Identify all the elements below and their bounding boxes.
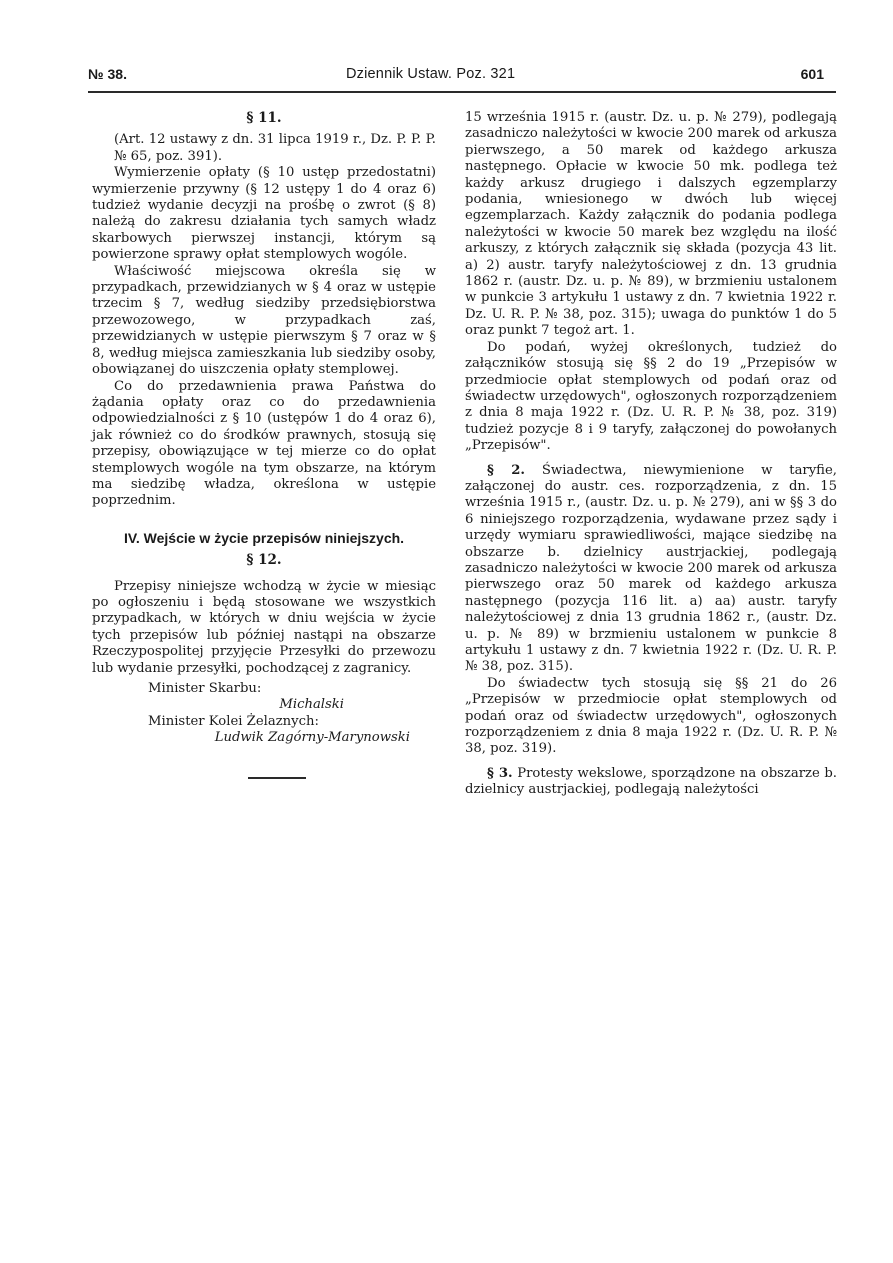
continued-paragraph-2: Do podań, wyżej określonych, tudzież do załączników stosują się §§ 2 do 19 „Przepisów w przedmiocie opłat stemplowych od podań oraz od świadectw urzędowych", ogłoszonych rozporządzeniem z dnia 8 maja 1922 r. (Dz. U. R. P. № 38, poz. 319) tudzież pozycje 8 i 9 taryfy, załączonej do powołanych „Przepisów". xyxy=(465,339,837,454)
sec2-mark: § 2. xyxy=(487,462,525,478)
left-column xyxy=(92,110,436,779)
right-column xyxy=(465,110,837,799)
continued-paragraph-1: 15 września 1915 r. (austr. Dz. u. p. № 279), podlegają zasadniczo należytości w kwocie 200 marek od arkusza pierwszego, a 50 marek od każdego arkusza następnego. Opłacie w kwocie 50 mk. podlega też każdy arkusz drugiego i dalszych egzemplarzy podania, wniesionego w dwóch lub więcej egzemplarzach. Każdy załącznik do podania podlega należytości w kwocie 50 marek bez względu na ilość arkuszy, z których załącznik się składa (pozycja 43 lit. a) 2) austr. taryfy należytościowej z dn. 13 grudnia 1862 r. (austr. Dz. u. p. № 89), w brzmieniu ustalonem w punkcie 3 artykułu 1 ustawy z dn. 7 kwietnia 1922 r. Dz. U. R. P. № 38, poz. 315); uwaga do punktów 1 do 5 oraz punkt 7 tegoż art. 1. xyxy=(465,110,837,339)
sec3-paragraph-1 xyxy=(465,766,837,799)
section-iv-heading: IV. Wejście w życie przepisów niniejszych. xyxy=(123,529,405,546)
sec2-text: Świadectwa, niewymienione w taryfie, załączonej do austr. ces. rozporządzenia, z dn. 15 września 1915 r., (austr. Dz. u. p. № 279), ani w §§ 3 do 6 niniejszego rozporządzenia, wydawane przez sądy i urzędy wymiaru sprawiedliwości, mające siedzibę na obszarze b. dzielnicy austrjackiej, podlegają zasadniczo należytości w kwocie 200 marek od arkusza pierwszego oraz 50 marek od każdego arkusza następnego (pozycja 116 lit. a) aa) austr. taryfy należytościowej z dnia 13 grudnia 1862 r., (austr. Dz. u. p. № 89) w brzmieniu ustalonem w punkcie 8 artykułu 1 ustawy z dn. 7 kwietnia 1922 r. (Dz. U. R. P. № 38, poz. 315). xyxy=(465,462,837,675)
header-rule xyxy=(88,91,836,93)
par12-heading: § 12. xyxy=(246,552,282,569)
sec3-text: Protesty wekslowe, sporządzone na obszarze b. dzielnicy austrjackiej, podlegają należytości xyxy=(465,765,837,798)
sec3-mark: § 3. xyxy=(487,765,513,781)
signature-1-label: Minister Skarbu: xyxy=(148,681,262,696)
signature-1-name: Michalski xyxy=(279,697,344,713)
par11-paragraph-3: Co do przedawnienia prawa Państwa do żądania opłaty oraz co do przedawnienia odpowiedzialności z § 10 (ustępów 1 do 4 oraz 6), jak również co do środków prawnych, stosują się przepisy, obowiązujące w tej mierze co do opłat stemplowych wogóle na tym obszarze, na którym ma siedzibę władza, określona w ustępie poprzednim. xyxy=(92,378,436,509)
page-number: 601 xyxy=(800,66,824,82)
signature-2-name: Ludwik Zagórny-Marynowski xyxy=(214,730,410,746)
par11-paragraph-1: Wymierzenie opłaty (§ 10 ustęp przedostatni) wymierzenie przywny (§ 12 ustępy 1 do 4 oraz 6) tudzież wydanie decyzji na prośbę o zwrot (§ 8) należą do zakresu działania tych samych władz skarbowych pierwszej instancji, którym są powierzone sprawy opłat stemplowych wogóle. xyxy=(92,165,436,263)
par11-heading: § 11. xyxy=(246,110,282,126)
journal-title: Dziennik Ustaw. Poz. 321 xyxy=(346,66,516,82)
signatures xyxy=(92,681,436,747)
sec2-paragraph-2: Do świadectw tych stosują się §§ 21 do 26 „Przepisów w przedmiocie opłat stemplowych od podań oraz od świadectw urzędowych", ogłoszonych rozporządzeniem z dnia 8 maja 1922 r. (Dz. U. R. P. № 38, poz. 319). xyxy=(465,675,837,757)
par11-paragraph-2: Właściwość miejscowa określa się w przypadkach, przewidzianych w § 4 oraz w ustępie trzecim § 7, według siedziby przedsiębiorstwa przewozowego, w przypadkach zaś, przewidzianych w ustępie pierwszym § 7 oraz w § 8, według miejsca zamieszkania lub siedziby osoby, obowiązanej do uiszczenia opłaty stemplowej. xyxy=(92,263,436,378)
par12-paragraph-1: Przepisy niniejsze wchodzą w życie w miesiąc po ogłoszeniu i będą stosowane we wszystkich przypadkach, w których w dniu wejścia w życie tych przepisów lub później nastąpi na obszarze Rzeczypospolitej przyjęcie Przesyłki do przewozu lub wydanie przesyłki, pochodzącej z zagranicy. xyxy=(92,578,436,676)
par11-reference: (Art. 12 ustawy z dn. 31 lipca 1919 r., Dz. P. P. P. № 65, poz. 391). xyxy=(114,132,436,164)
signature-2-label: Minister Kolei Żelaznych: xyxy=(148,713,319,729)
sec2-paragraph-1 xyxy=(465,463,837,676)
page-header xyxy=(88,66,836,88)
issue-number: № 38. xyxy=(88,66,127,82)
end-rule xyxy=(248,777,306,779)
